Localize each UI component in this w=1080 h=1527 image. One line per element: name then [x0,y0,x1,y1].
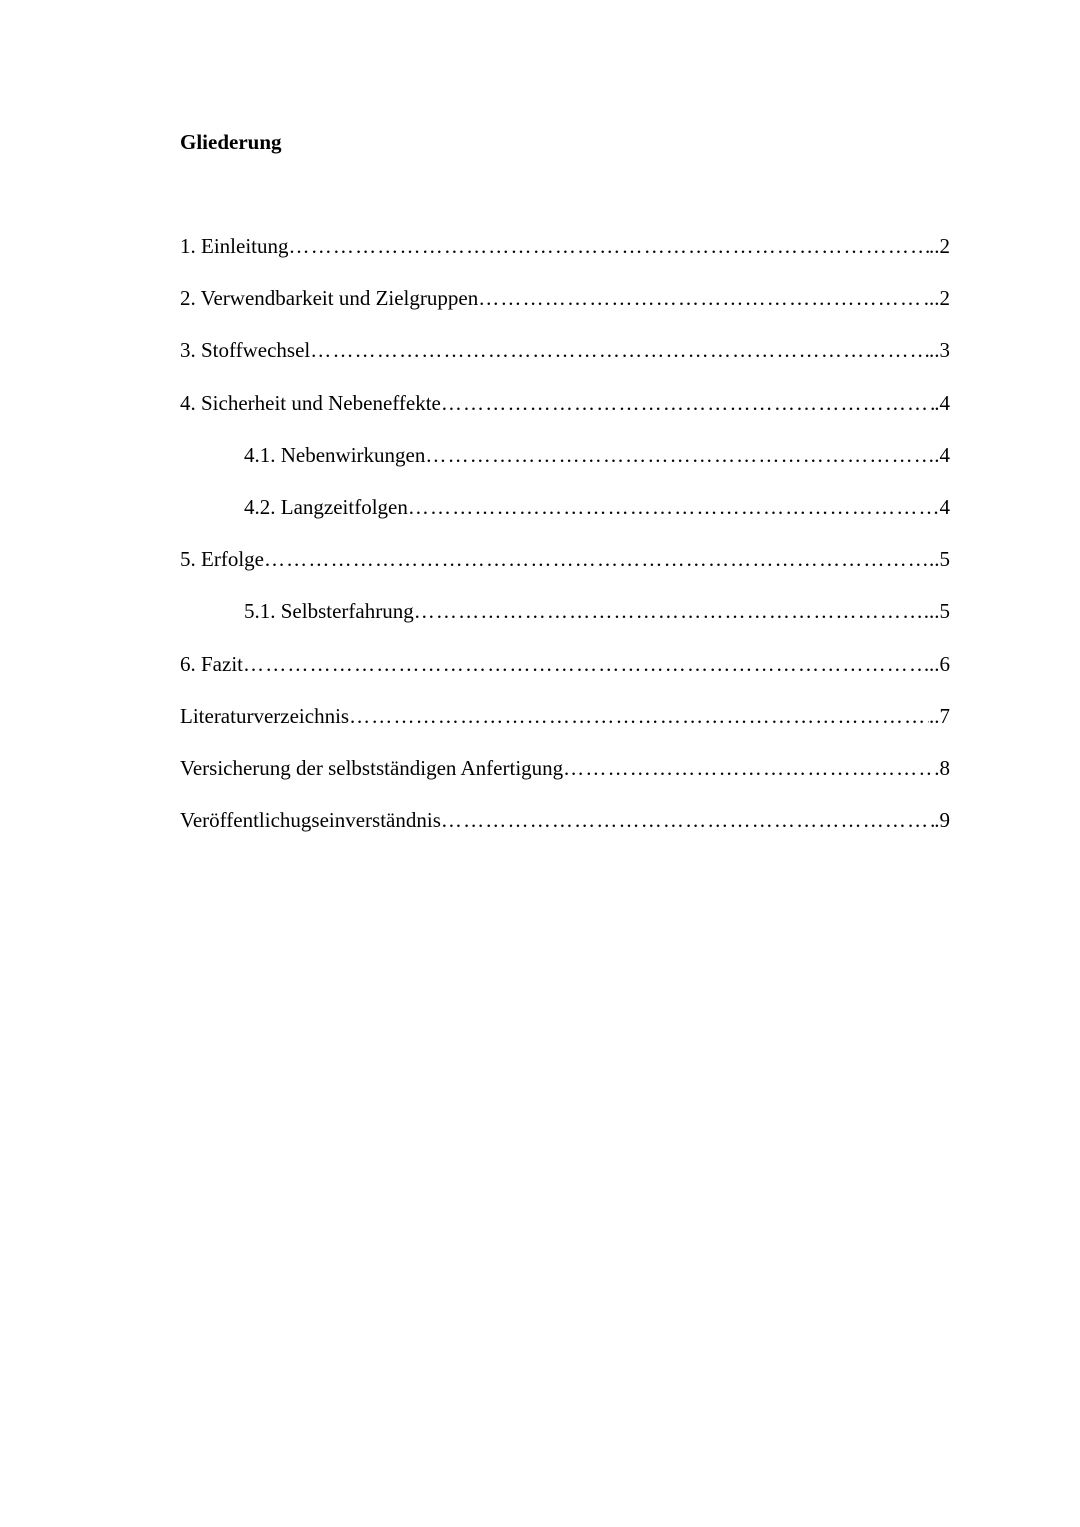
toc-entry-literaturverzeichnis [180,702,950,754]
toc-page-number: ..3 [929,338,950,363]
toc-page-number: .4 [934,442,950,467]
toc-dot-leader [289,232,930,260]
toc-entry-veroeffentlichung [180,806,950,858]
toc-page-number: 4 [939,494,950,519]
toc-entry-einleitung [180,232,950,284]
toc-page-number: ...5 [923,599,950,624]
toc-entry-fazit [180,650,950,702]
toc-entry-title: 1. Einleitung [180,234,289,258]
toc-dot-leader [243,650,929,678]
table-of-contents [180,232,950,858]
toc-entry-title: 3. Stoffwechsel [180,338,311,363]
toc-dot-leader [264,545,929,573]
toc-dot-leader [441,389,934,417]
toc-entry-nebenwirkungen [180,441,950,493]
toc-entry-versicherung [180,754,950,806]
toc-page-number: .4 [934,390,950,415]
toc-dot-leader [478,284,924,312]
toc-entry-selbsterfahrung [180,597,950,649]
toc-entry-title: Literaturverzeichnis [180,703,350,728]
toc-entry-sicherheit [180,389,950,441]
toc-dot-leader [408,493,940,521]
toc-dot-leader [441,806,934,834]
toc-entry-title: 4. Sicherheit und Nebeneffekte [180,390,441,415]
toc-page-number: ...2 [923,286,950,311]
toc-dot-leader [349,702,929,730]
toc-dot-leader [563,754,934,782]
toc-entry-title: 5.1. Selbsterfahrung [244,599,414,624]
toc-entry-verwendbarkeit [180,284,950,336]
toc-dot-leader [310,336,929,364]
toc-page-number: ..2 [929,234,950,258]
toc-entry-erfolge [180,545,950,597]
toc-page-number: .9 [934,808,950,833]
toc-dot-leader [425,441,934,469]
toc-page-number: .8 [934,755,950,780]
toc-entry-title: 4.1. Nebenwirkungen [244,442,426,467]
toc-entry-title: Veröffentlichugseinverständnis [180,808,441,833]
toc-page-number: ..5 [929,547,950,572]
toc-page-number: ..7 [929,703,950,728]
toc-entry-title: 4.2. Langzeitfolgen [244,494,408,519]
toc-page-number: ..6 [929,651,950,676]
toc-entry-stoffwechsel [180,336,950,388]
toc-entry-langzeitfolgen [180,493,950,545]
toc-dot-leader [414,597,924,625]
toc-entry-title: 2. Verwendbarkeit und Zielgruppen [180,286,479,311]
page-title: Gliederung [180,130,282,154]
toc-entry-title: 6. Fazit [180,651,243,676]
toc-entry-title: 5. Erfolge [180,547,264,572]
toc-entry-title: Versicherung der selbstständigen Anfertigung [180,755,564,780]
